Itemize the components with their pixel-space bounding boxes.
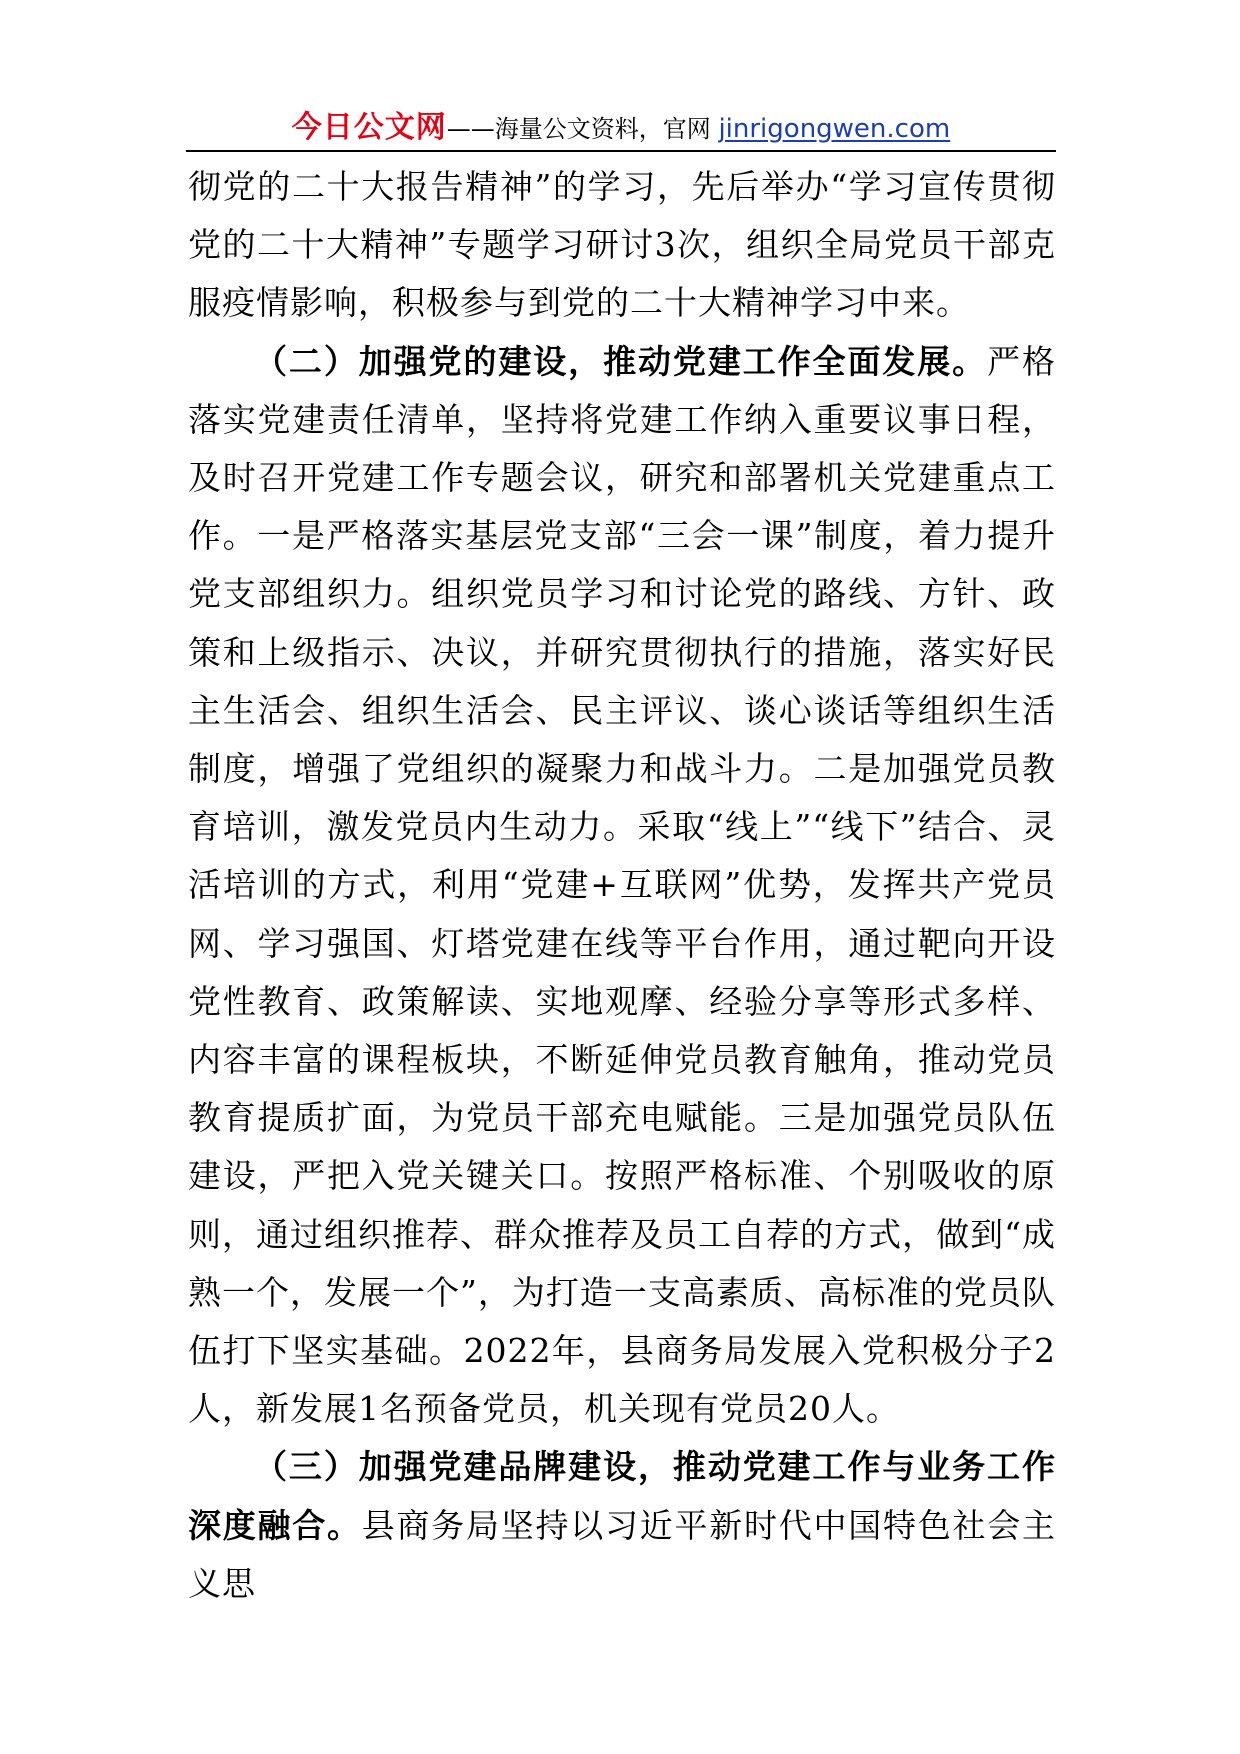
document-body: [188, 158, 1056, 1613]
paragraph-text: 彻党的二十大报告精神”的学习，先后举办“学习宣传贯彻党的二十大精神”专题学习研讨3次，组织全局党员干部克服疫情影响，积极参与到党的二十大精神学习中来。: [188, 167, 1056, 323]
paragraph-section-3: [188, 1438, 1056, 1613]
paragraph-section-2: [188, 333, 1056, 1439]
paragraph-text: 县商务局坚持以习近平新时代中国特色社会主义思: [188, 1505, 1056, 1603]
section-heading-3: （三）加强党建品牌建设，推动党建工作与业务工作深度融合。: [188, 1447, 1056, 1545]
page-header: [186, 102, 1056, 150]
site-brand: 今日公文网: [291, 110, 447, 145]
paragraph-continuation: [188, 158, 1056, 333]
paragraph-text: 严格落实党建责任清单，坚持将党建工作纳入重要议事日程，及时召开党建工作专题会议，研究和部署机关党建重点工作。一是严格落实基层党支部“三会一课”制度，着力提升党支部组织力。组织党员学习和讨论党的路线、方针、政策和上级指示、决议，并研究贯彻执行的措施，落实好民主生活会、组织生活会、民主评议、谈心谈话等组织生活制度，增强了党组织的凝聚力和战斗力。二是加强党员教育培训，激发党员内生动力。采取“线上”“线下”结合、灵活培训的方式，利用“党建+互联网”优势，发挥共产党员网、学习强国、灯塔党建在线等平台作用，通过靶向开设党性教育、政策解读、实地观摩、经验分享等形式多样、内容丰富的课程板块，不断延伸党员教育触角，推动党员教育提质扩面，为党员干部充电赋能。三是加强党员队伍建设，严把入党关键关口。按照严格标准、个别吸收的原则，通过组织推荐、群众推荐及员工自荐的方式，做到“成熟一个，发展一个”，为打造一支高素质、高标准的党员队伍打下坚实基础。2022年，县商务局发展入党积极分子2人，新发展1名预备党员，机关现有党员20人。: [188, 341, 1057, 1429]
header-divider: [186, 150, 1056, 152]
header-tagline: ——海量公文资料，官网: [446, 115, 719, 143]
section-heading-2: （二）加强党的建设，推动党建工作全面发展。: [254, 341, 988, 381]
site-link[interactable]: jinrigongwen.com: [718, 114, 951, 144]
